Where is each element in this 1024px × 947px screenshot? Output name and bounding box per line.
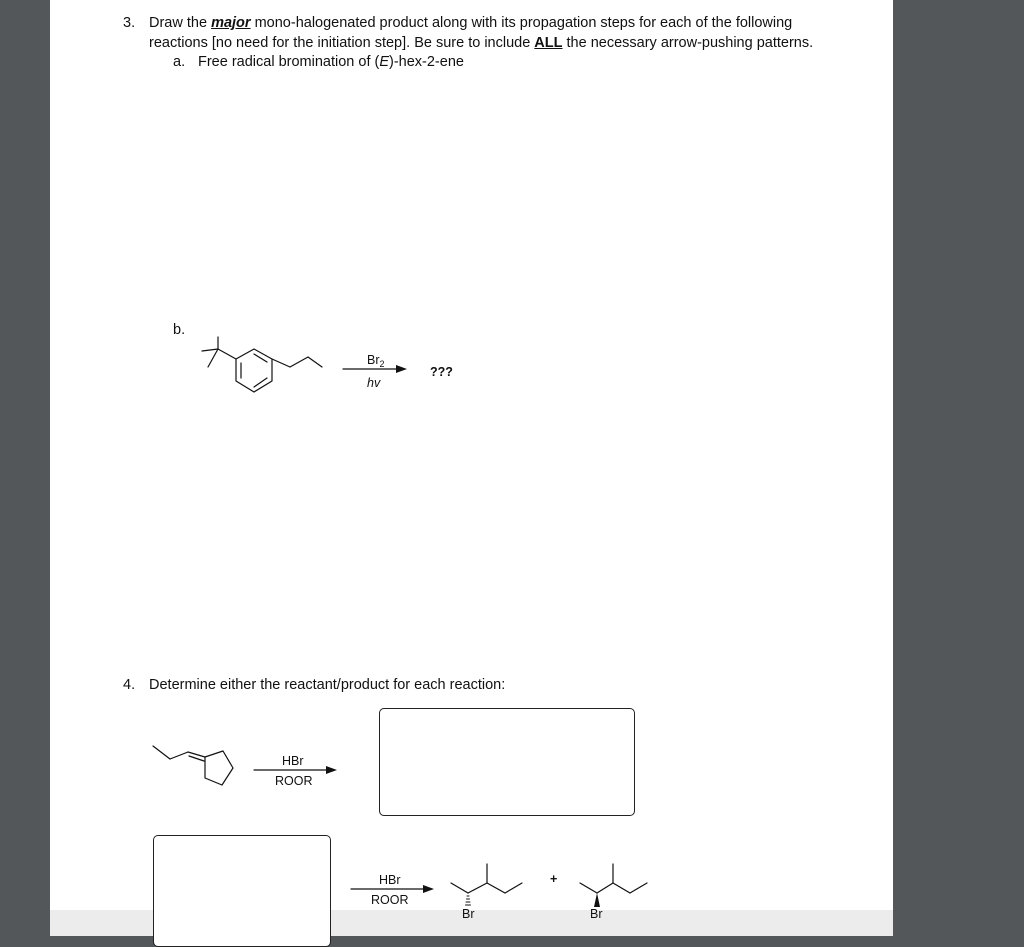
rxn1-reagent-roor: ROOR <box>275 774 313 788</box>
q3-line2-pre: reactions [no need for the initiation step]. Be sure to include <box>149 35 535 51</box>
part-b-arrowhead <box>396 365 407 373</box>
rxn2-reagent-roor: ROOR <box>371 893 409 907</box>
q3-all-emphasis: ALL <box>534 35 563 51</box>
part-b-product-unknown: ??? <box>430 365 453 379</box>
rxn2-product-2-br-label: Br <box>590 907 603 921</box>
rxn2-plus-sign: + <box>550 872 558 886</box>
question-3-number: 3. <box>123 15 136 31</box>
part-a-label: a. <box>173 54 186 70</box>
q3-line1-pre: Draw the <box>149 15 212 31</box>
rxn2-product-2-structure <box>580 864 647 893</box>
question-4-prompt: Determine either the reactant/product for each reaction: <box>149 677 506 693</box>
q3-major-emphasis: major <box>211 15 251 31</box>
part-a-post: )-hex-2-ene <box>389 54 464 70</box>
rxn2-product-1-structure <box>451 864 522 893</box>
part-b-reagent-br2: $Br_2$ <box>367 353 385 369</box>
question-4-number: 4. <box>123 677 136 693</box>
rxn2-product-2-wedge-bond <box>594 893 600 907</box>
rxn1-arrowhead <box>326 766 337 774</box>
q3-line2-post: the necessary arrow-pushing patterns. <box>562 35 814 51</box>
rxn2-product-1-hashed-bond <box>466 896 471 905</box>
part-b-reactant-structure <box>202 337 322 392</box>
part-b-label: b. <box>173 322 186 338</box>
part-b-reagent-hv: hv <box>367 376 381 390</box>
cyclopentane-ring <box>205 751 233 785</box>
rxn2-reagent-hbr: HBr <box>379 873 401 887</box>
q3-line1-post: mono-halogenated product along with its propagation steps for each of the following <box>250 15 793 31</box>
part-a-pre: Free radical bromination of ( <box>198 54 380 70</box>
part-a-E: E <box>379 54 389 70</box>
rxn1-reagent-hbr: HBr <box>282 754 304 768</box>
rxn2-arrowhead <box>423 885 434 893</box>
rxn1-reactant-structure <box>153 746 233 785</box>
rxn2-product-1-br-label: Br <box>462 907 475 921</box>
